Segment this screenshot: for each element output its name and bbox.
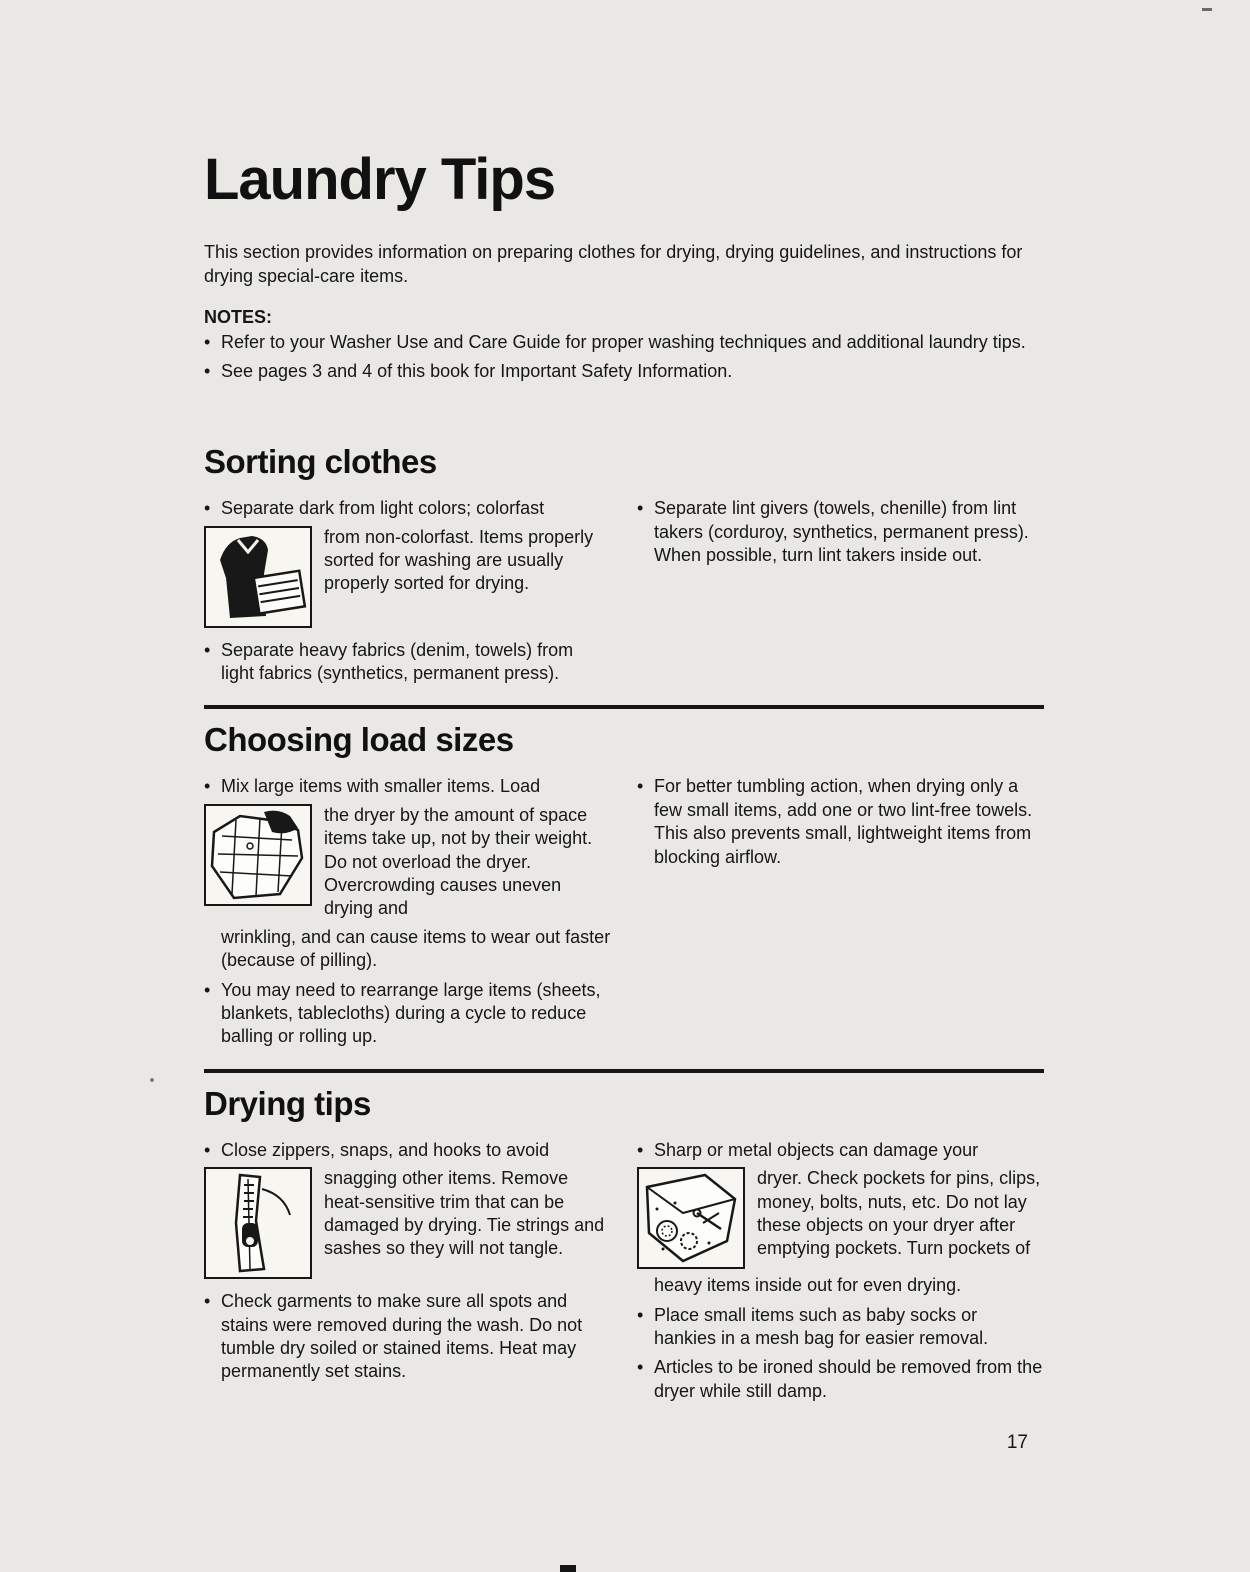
intro-text: This section provides information on preparing clothes for drying, drying guidelines, and instructions for drying special-care items. xyxy=(204,242,1023,286)
zipper-illustration xyxy=(204,1167,312,1279)
list-item xyxy=(637,1139,1044,1298)
bullet-text: Sharp or metal objects can damage your xyxy=(654,1139,979,1160)
section-divider xyxy=(204,705,1044,709)
bullet-icon: • xyxy=(204,639,211,660)
list-item xyxy=(637,1304,1044,1351)
bullet-text: You may need to rearrange large items (sheets, blankets, tablecloths) during a cycle to reduce balling or rolling up. xyxy=(221,979,601,1047)
list-item xyxy=(204,639,611,686)
bullet-text: Articles to be ironed should be removed from the dryer while still damp. xyxy=(654,1357,1043,1401)
bullet-icon: • xyxy=(204,1139,211,1160)
bullet-icon: • xyxy=(204,979,211,1000)
list-item xyxy=(204,979,611,1049)
bullet-text: Separate dark from light colors; colorfast xyxy=(221,498,545,519)
list-item xyxy=(204,1290,611,1384)
bullet-text: snagging other items. Remove heat-sensitive trim that can be damaged by drying. Tie strings and sashes so they will not tangle. xyxy=(324,1168,605,1259)
note-item xyxy=(204,360,1044,383)
bullet-text: wrinkling, and can cause items to wear out faster (because of pilling). xyxy=(221,926,611,971)
list-item xyxy=(204,775,611,972)
section-sorting-clothes xyxy=(204,443,1044,691)
pocket-items-illustration xyxy=(637,1167,745,1269)
note-text: Refer to your Washer Use and Care Guide for proper washing techniques and additional laundry tips. xyxy=(221,331,1026,352)
bullet-icon: • xyxy=(637,498,644,519)
list-item xyxy=(637,775,1044,869)
bullet-text: For better tumbling action, when drying only a few small items, add one or two lint-free towels. This also prevents small, lightweight items from blocking airflow. xyxy=(654,776,1033,867)
bullet-text: Separate heavy fabrics (denim, towels) from light fabrics (synthetics, permanent press). xyxy=(221,639,574,684)
scan-artifact xyxy=(1202,8,1212,11)
bullet-icon: • xyxy=(637,1139,644,1160)
bullet-icon: • xyxy=(204,1291,211,1312)
scan-artifact xyxy=(150,1078,154,1082)
bullet-text: Close zippers, snaps, and hooks to avoid xyxy=(221,1139,550,1160)
notes-label: NOTES: xyxy=(204,306,273,327)
left-column xyxy=(204,1139,611,1409)
right-column xyxy=(637,497,1044,691)
bullet-text: Place small items such as baby socks or hankies in a mesh bag for easier removal. xyxy=(654,1304,989,1348)
bullet-icon: • xyxy=(204,776,211,797)
section-heading: Drying tips xyxy=(204,1084,371,1122)
list-item xyxy=(204,1139,611,1284)
bullet-text: the dryer by the amount of space items take up, not by their weight. Do not overload the dryer. Overcrowding causes uneven drying and xyxy=(324,804,593,919)
section-choosing-load-sizes xyxy=(204,721,1044,1054)
bullet-text: from non-colorfast. Items properly sorted for washing are usually properly sorted for drying. xyxy=(324,526,594,594)
note-item xyxy=(204,331,1044,354)
bullet-text: Mix large items with smaller items. Load xyxy=(221,776,541,797)
bullet-text: Separate lint givers (towels, chenille) from lint takers (corduroy, synthetics, permanent press). When possible, turn lint takers inside out. xyxy=(654,498,1029,566)
bullet-icon: • xyxy=(204,360,211,381)
section-heading: Sorting clothes xyxy=(204,443,437,481)
loading-dryer-illustration xyxy=(204,804,312,906)
right-column xyxy=(637,775,1044,1054)
list-item xyxy=(637,1356,1044,1403)
right-column xyxy=(637,1139,1044,1409)
manual-page xyxy=(204,146,1044,1409)
list-item xyxy=(637,497,1044,567)
page-title: Laundry Tips xyxy=(204,147,556,212)
section-drying-tips xyxy=(204,1085,1044,1409)
bullet-icon: • xyxy=(637,776,644,797)
section-heading: Choosing load sizes xyxy=(204,721,514,759)
scan-artifact xyxy=(560,1565,576,1572)
note-text: See pages 3 and 4 of this book for Important Safety Information. xyxy=(221,360,733,381)
left-column xyxy=(204,775,611,1054)
bullet-text: heavy items inside out for even drying. xyxy=(654,1275,962,1296)
bullet-icon: • xyxy=(204,331,211,352)
list-item xyxy=(204,497,611,632)
section-divider xyxy=(204,1069,1044,1073)
bullet-icon: • xyxy=(204,498,211,519)
left-column xyxy=(204,497,611,691)
bullet-icon: • xyxy=(637,1357,644,1378)
page-number: 17 xyxy=(1006,1432,1028,1453)
bullet-text: dryer. Check pockets for pins, clips, money, bolts, nuts, etc. Do not lay these objects on your dryer after emptying pockets. Turn pockets of xyxy=(757,1168,1041,1259)
bullet-text: Check garments to make sure all spots and stains were removed during the wash. Do not tumble dry soiled or stained items. Heat may permanently set stains. xyxy=(221,1291,583,1382)
sorted-clothes-illustration xyxy=(204,526,312,628)
bullet-icon: • xyxy=(637,1304,644,1325)
